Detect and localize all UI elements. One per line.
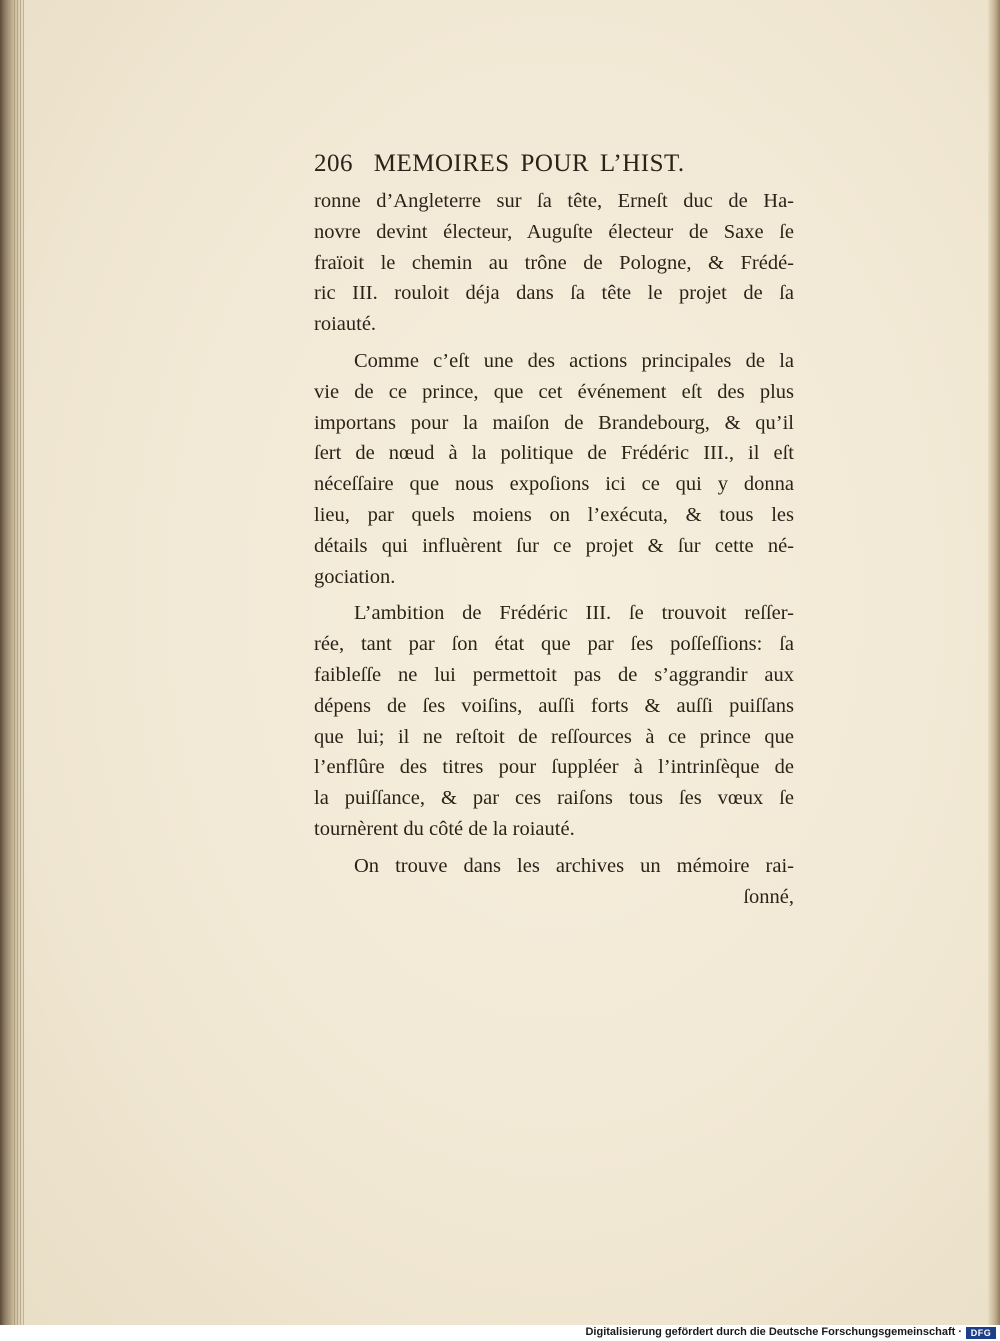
paragraph-3 <box>314 598 794 844</box>
dfg-logo: DFG <box>966 1327 996 1339</box>
text-line: la puiſſance, & par ces raiſons tous ſes vœux ſe <box>314 787 794 810</box>
running-head <box>314 150 794 178</box>
text-line: importans pour la maiſon de Brandebourg, & qu’il <box>314 411 794 434</box>
text-line: ronne d’Angleterre sur ſa tête, Erneſt duc de Ha- <box>314 190 794 212</box>
text-line: novre devint électeur, Auguſte électeur de Saxe ſe <box>314 220 794 243</box>
text-line: vie de ce prince, que cet événement eſt des plus <box>314 380 794 403</box>
text-line: tournèrent du côté de la roiauté. <box>314 817 575 840</box>
text-line: rée, tant par ſon état que par ſes poſſeſſions: ſa <box>314 633 794 656</box>
text-line: néceſſaire que nous expoſions ici ce qui y donna <box>314 473 794 496</box>
text-line: lieu, par quels moiens on l’exécuta, & tous les <box>314 503 794 526</box>
text-line: gociation. <box>314 565 396 588</box>
book-page-edge-right <box>988 0 1000 1325</box>
page-number: 206 <box>314 150 353 177</box>
catchword: ſonné, <box>743 885 794 908</box>
text-block <box>314 150 794 912</box>
text-line: Comme c’eſt une des actions principales de la <box>354 349 794 372</box>
page-stack-lines <box>14 0 24 1325</box>
text-line: faibleſſe ne lui permettoit pas de s’aggrandir aux <box>314 663 794 686</box>
text-line: L’ambition de Frédéric III. ſe trouvoit reſſer- <box>354 602 794 625</box>
funding-notice: Digitalisierung gefördert durch die Deutsche Forschungsgemeinschaft · <box>585 1326 962 1338</box>
text-line: que lui; il ne reſtoit de reſſources à ce prince que <box>314 725 794 748</box>
text-line: roiauté. <box>314 313 377 336</box>
digitization-footer <box>0 1325 1000 1341</box>
text-line: ric III. rouloit déja dans ſa tête le projet de ſa <box>314 282 794 305</box>
text-line: dépens de ſes voiſins, auſſi forts & auſſi puiſſans <box>314 694 794 717</box>
paragraph-4 <box>314 851 794 913</box>
running-title: MEMOIRES POUR L’HIST. <box>373 150 685 177</box>
paragraph-1 <box>314 186 794 340</box>
text-line: ſert de nœud à la politique de Frédéric III., il eſt <box>314 442 794 465</box>
text-line: l’enflûre des titres pour ſuppléer à l’intrinſèque de <box>314 756 794 779</box>
paragraph-2 <box>314 346 794 592</box>
text-line: fraïoit le chemin au trône de Pologne, & Frédé- <box>314 251 794 274</box>
text-line: détails qui influèrent ſur ce projet & ſur cette né- <box>314 534 794 557</box>
text-line: On trouve dans les archives un mémoire rai- <box>354 854 794 877</box>
